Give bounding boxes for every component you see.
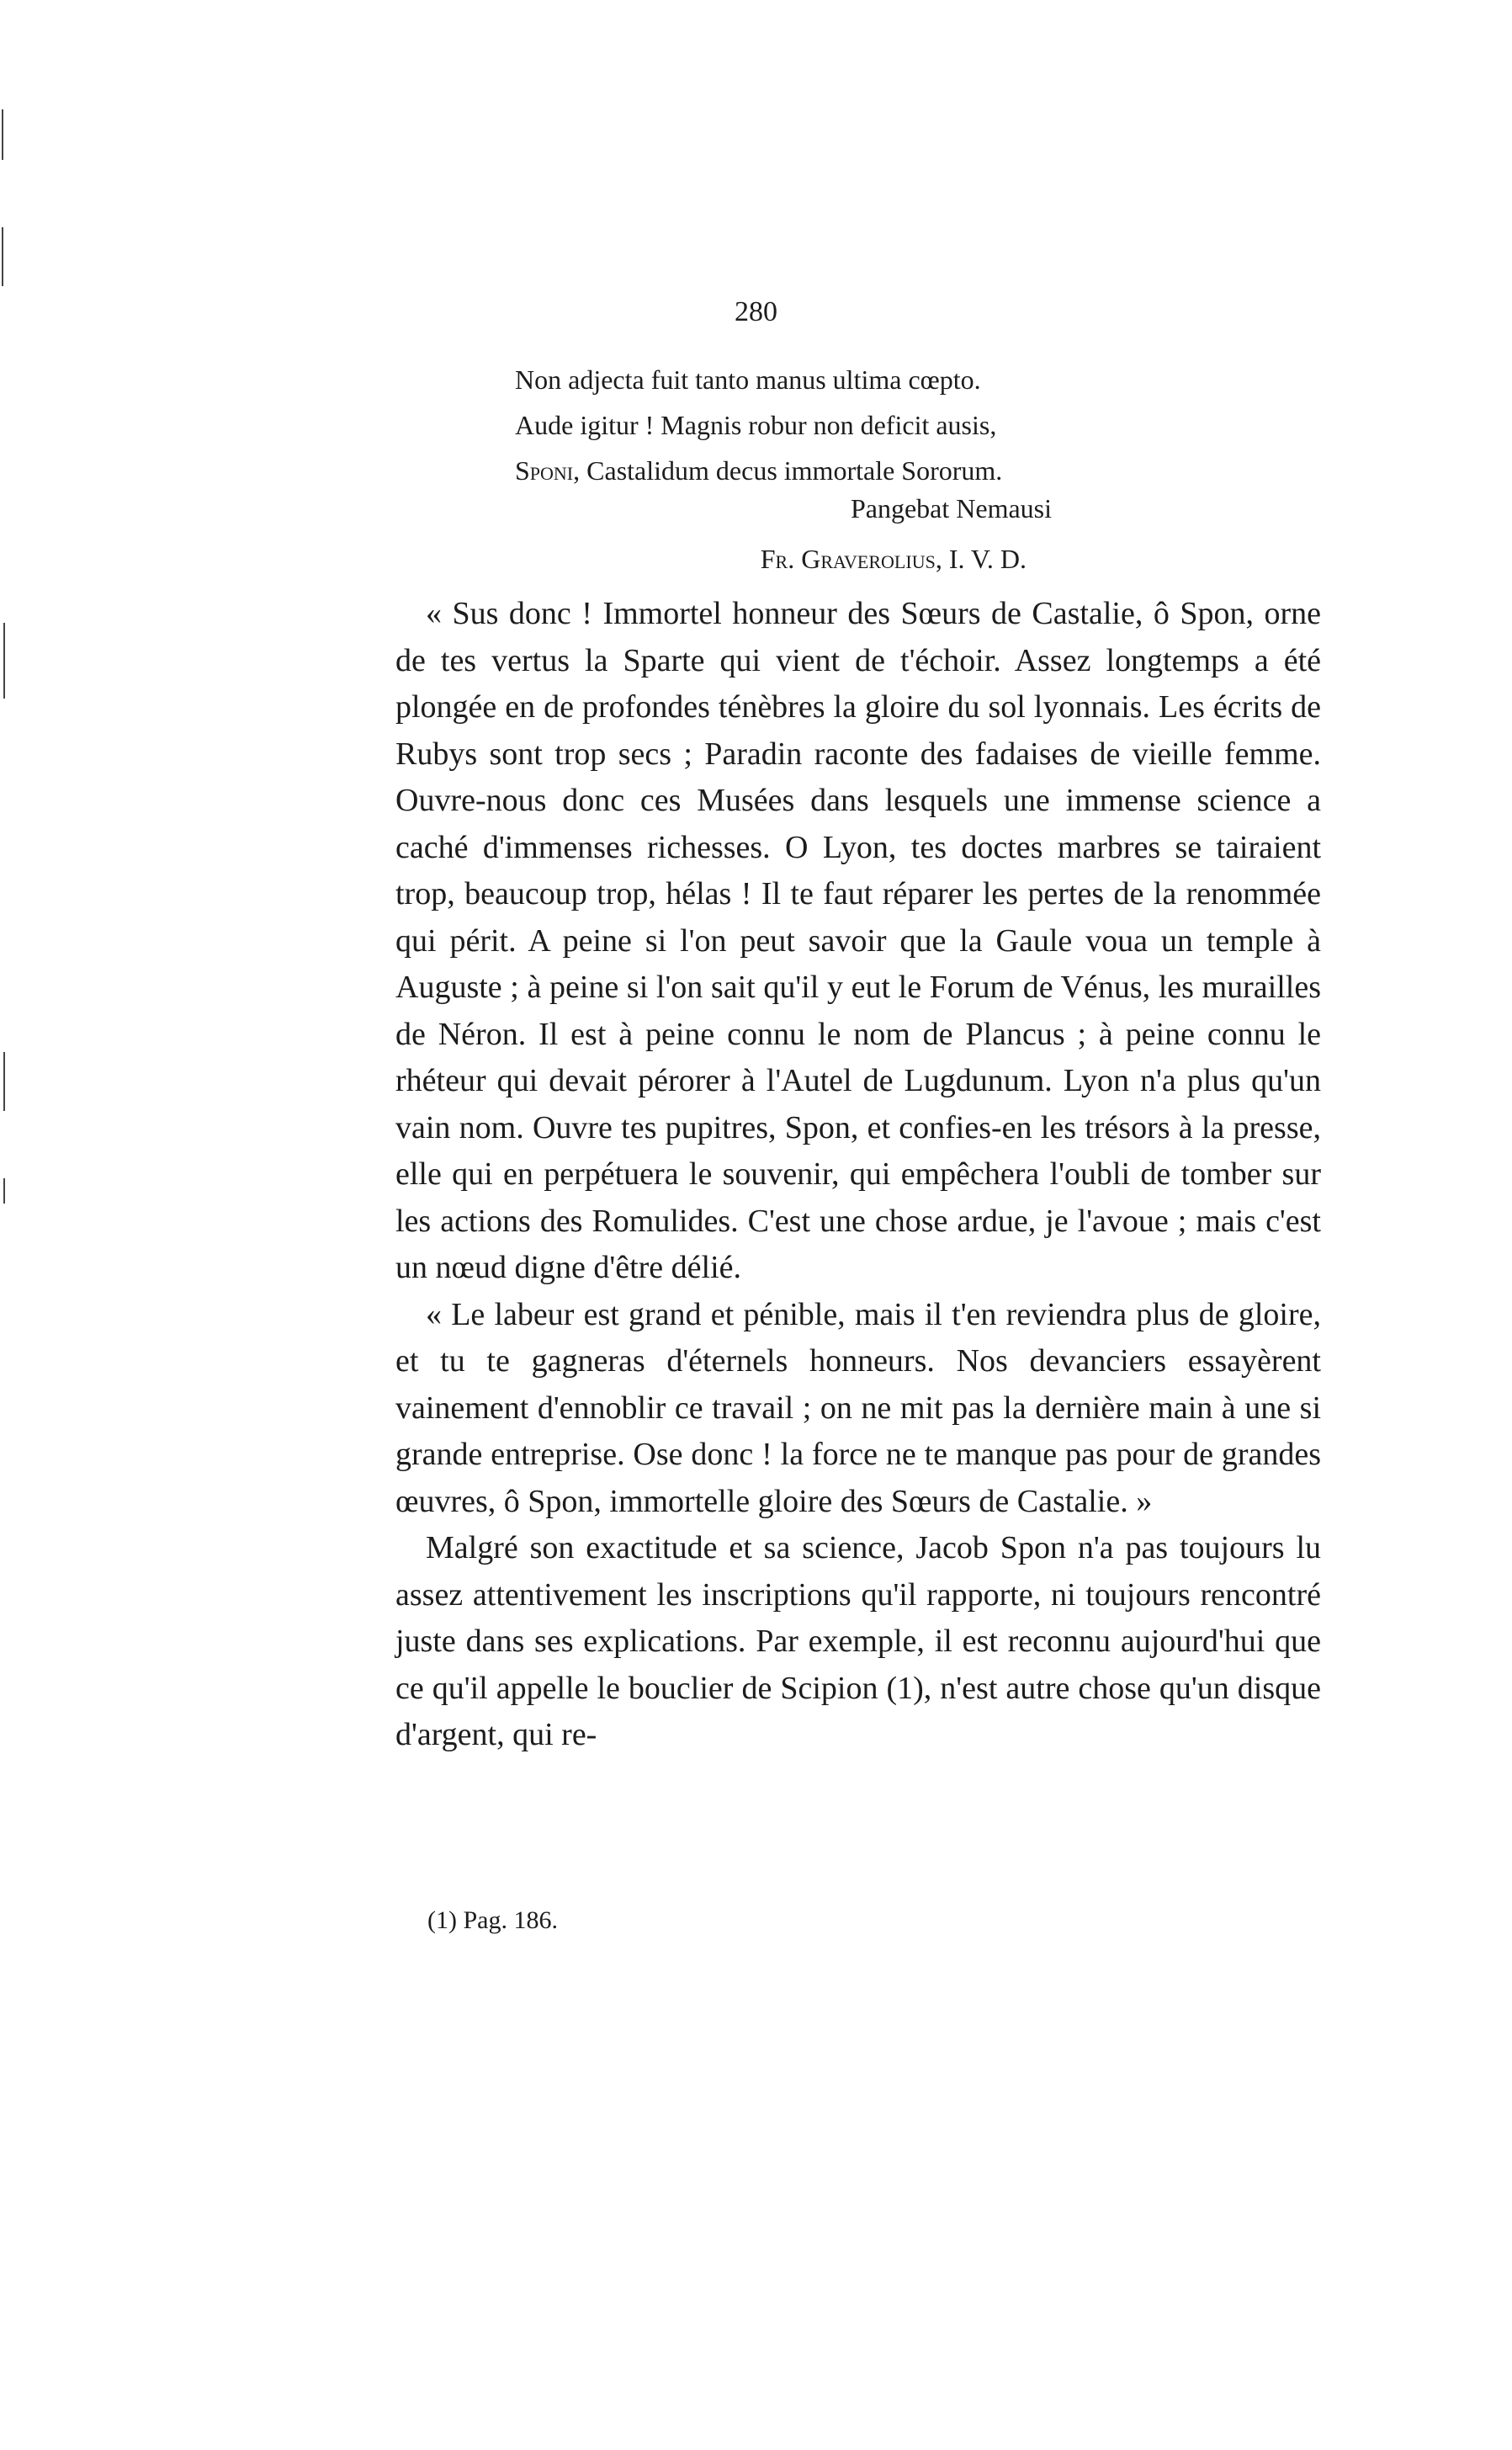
verse-name: Sponi — [515, 455, 574, 486]
verse-line: Non adjecta fuit tanto manus ultima cœpto. — [515, 364, 981, 395]
scan-artifact — [2, 109, 3, 160]
verse-line-rest: , Castalidum decus immortale Sororum. — [573, 455, 1003, 486]
verse-signature — [513, 483, 1060, 584]
signature-author — [513, 534, 1060, 584]
author-prefix: Fr. — [760, 544, 795, 574]
paragraph: « Le labeur est grand et pénible, mais il t'en reviendra plus de gloire, et tu te gagneras d'éternels honneurs. Nos devanciers essayèrent vainement d'ennoblir ce travail ; on ne mit pas la dernière main à une si grande entreprise. Ose donc ! la force ne te manque pas pour de grandes œuvres, ô Spon, immortelle gloire des Sœurs de Castalie. » — [395, 1296, 1321, 1519]
body-text — [395, 591, 1321, 1759]
scan-artifact — [3, 623, 5, 699]
scan-artifact — [2, 227, 3, 286]
footnote: (1) Pag. 186. — [427, 1906, 558, 1934]
scan-artifact — [3, 1178, 5, 1204]
latin-verse — [515, 357, 1154, 493]
scan-artifact — [3, 1052, 5, 1111]
author-suffix: , I. V. D. — [935, 544, 1027, 574]
paragraph: Malgré son exactitude et sa science, Jacob Spon n'a pas toujours lu assez attentivement les inscriptions qu'il rapporte, ni toujours rencontré juste dans ses explications. Par exemple, il est reconnu aujourd'hui que ce qu'il appelle le bouclier de Scipion (1), n'est autre chose qu'un disque d'argent, qui re- — [395, 1530, 1321, 1752]
page-number: 280 — [735, 296, 777, 327]
author-name: Graverolius — [801, 544, 936, 574]
paragraph: « Sus donc ! Immortel honneur des Sœurs de Castalie, ô Spon, orne de tes vertus la Sparte qui vient de t'échoir. Assez longtemps a été plongée en de profondes ténèbres la gloire du sol lyonnais. Les écrits de Rubys sont trop secs ; Paradin raconte des fadaises de vieille femme. Ouvre-nous donc ces Musées dans lesquels une immense science a caché d'immenses richesses. O Lyon, tes doctes marbres se tairaient trop, beaucoup trop, hélas ! Il te faut réparer les pertes de la renommée qui périt. A peine si l'on peut savoir que la Gaule voua un temple à Auguste ; à peine si l'on sait qu'il y eut le Forum de Vénus, les murailles de Néron. Il est à peine connu le nom de Plancus ; à peine connu le rhéteur qui devait pérorer à l'Autel de Lugdunum. Lyon n'a plus qu'un vain nom. Ouvre tes pupitres, Spon, et confies-en les trésors à la presse, elle qui en perpétuera le souvenir, qui empêchera l'oubli de tomber sur les actions des Romulides. C'est une chose ardue, je l'avoue ; mais c'est un nœud digne d'être délié. — [395, 596, 1321, 1285]
signature-line: Pangebat Nemausi — [850, 493, 1052, 523]
verse-line: Aude igitur ! Magnis robur non deficit ausis, — [515, 410, 997, 440]
